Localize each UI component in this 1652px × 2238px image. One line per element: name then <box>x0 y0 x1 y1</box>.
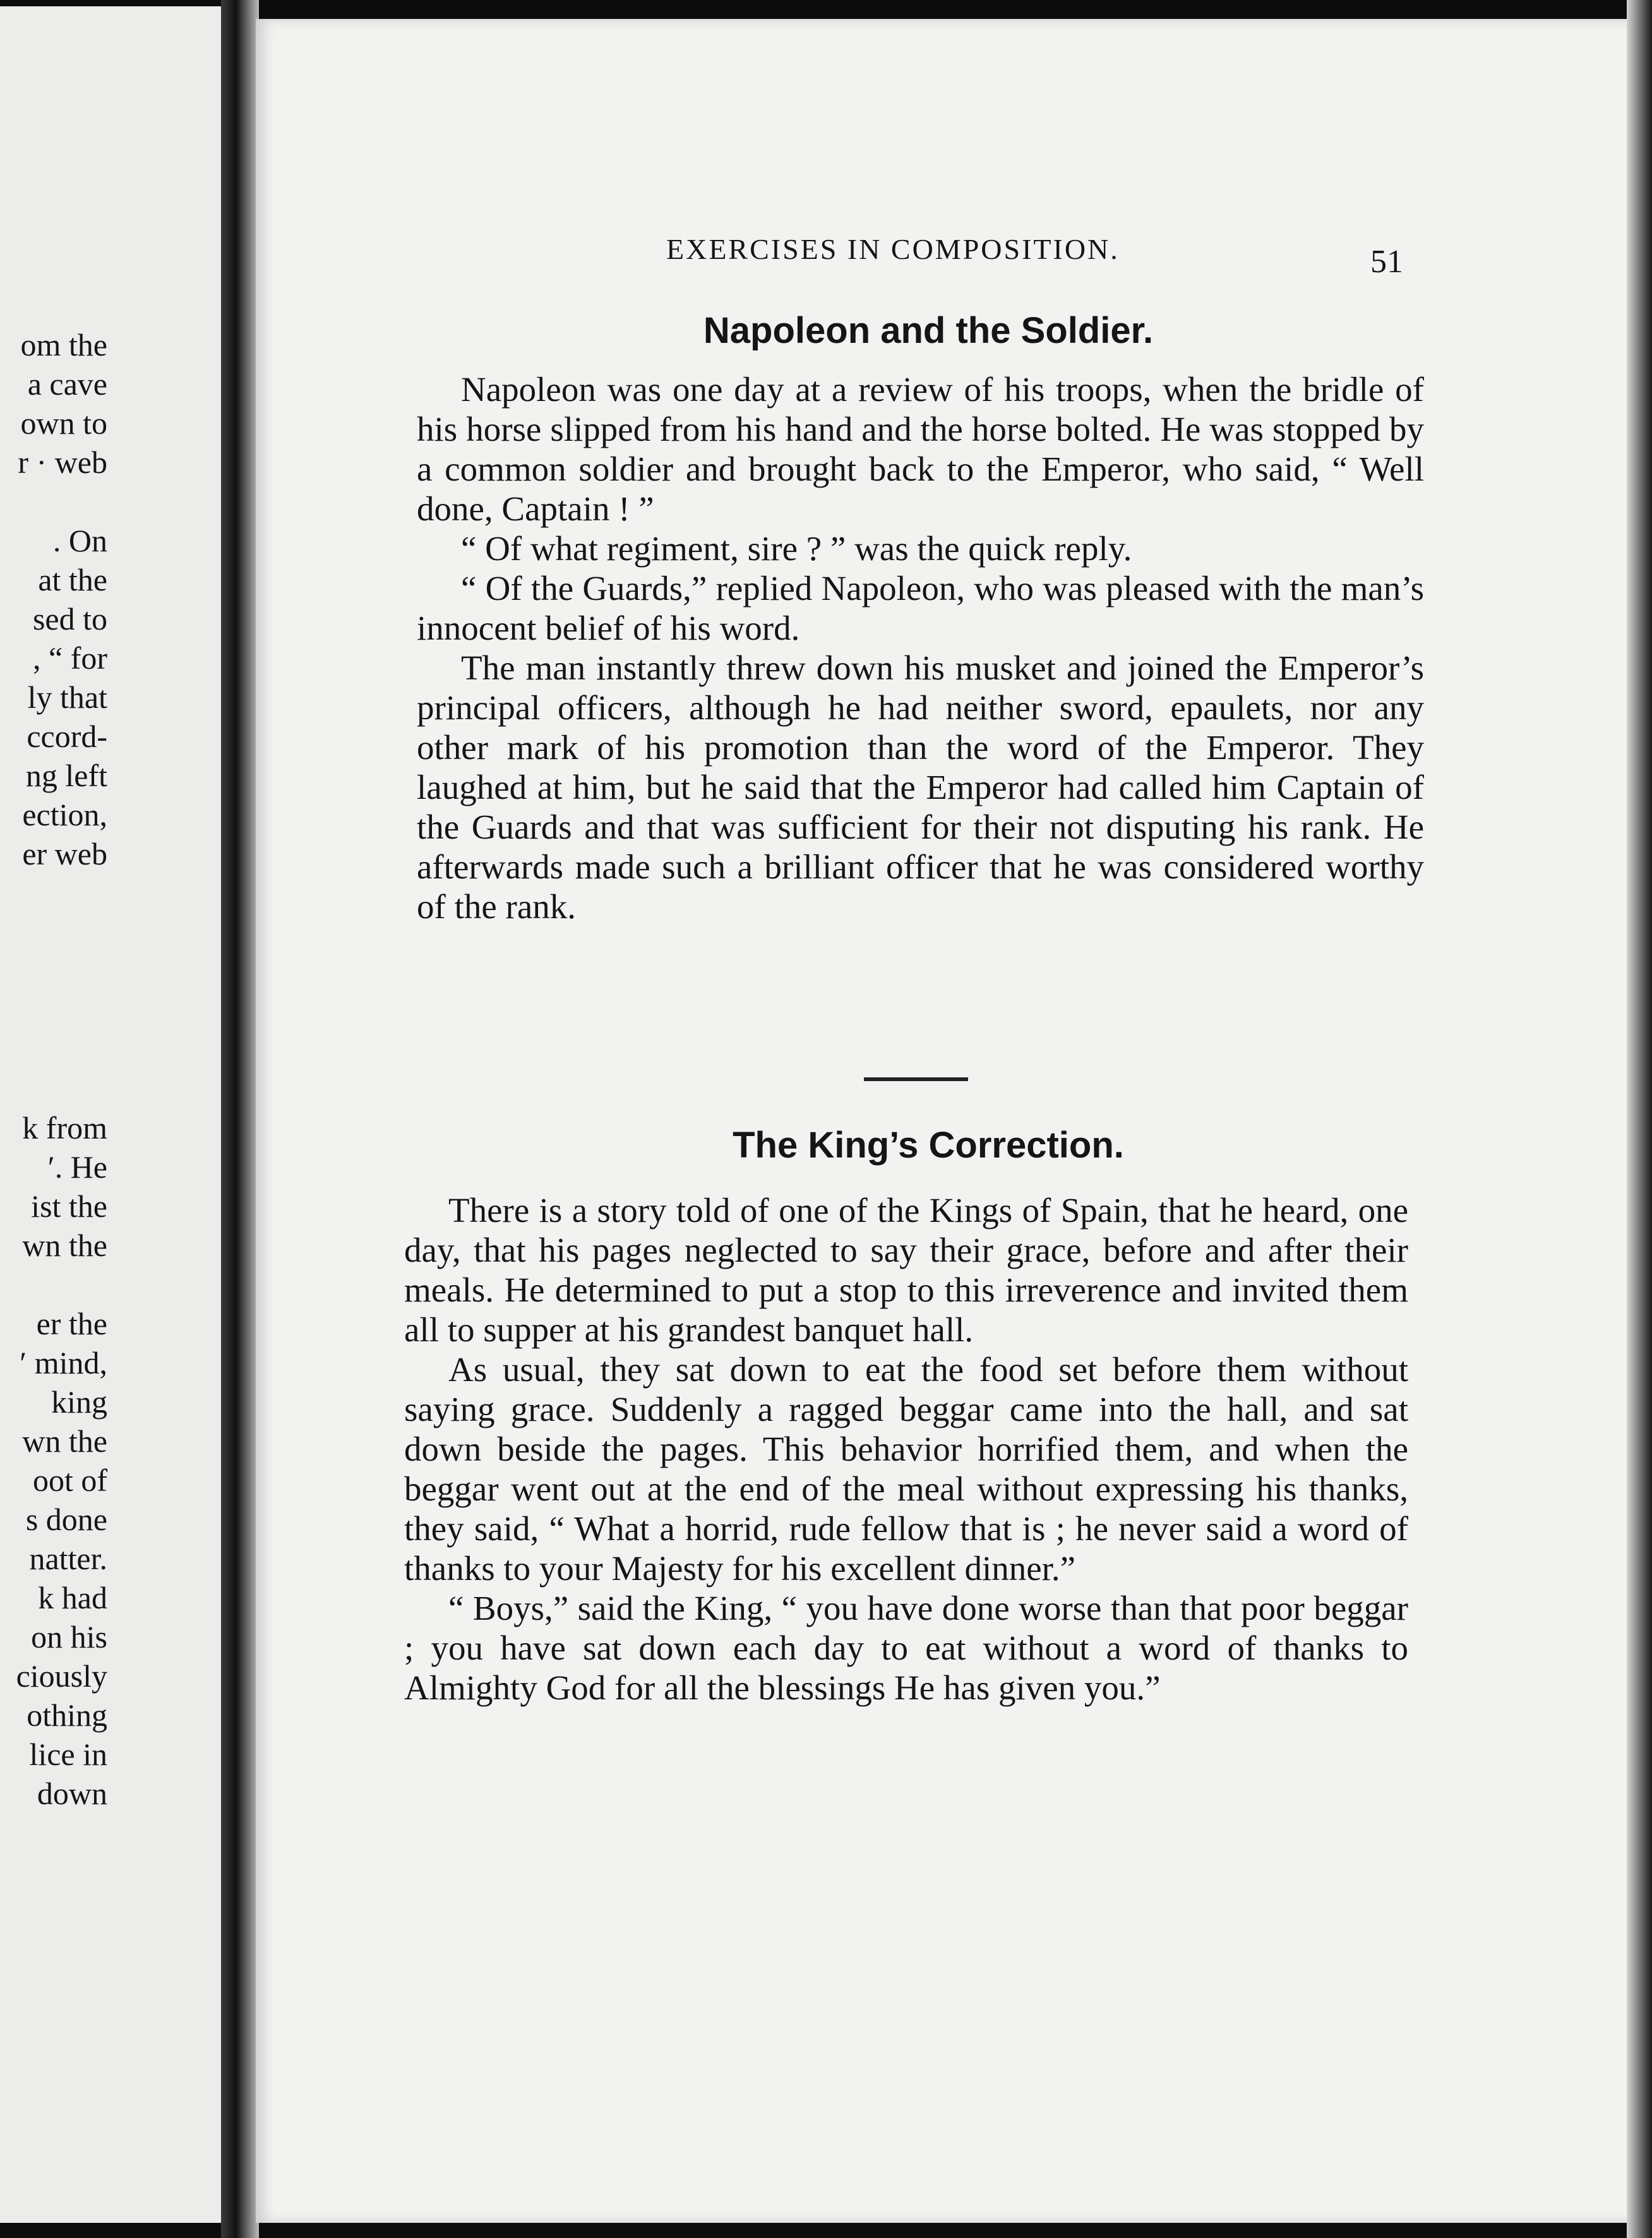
facing-page-line: ciously <box>16 1658 107 1694</box>
paragraph: Napoleon was one day at a review of his troops, when the bridle of his horse slipped from his hand and the horse bolted. He was stopped by a common soldier and brought back to the Emperor, who said, “ Well done, Captain ! ” <box>417 370 1424 528</box>
story-napoleon <box>417 369 1424 926</box>
story-title-napoleon: Napoleon and the Soldier. <box>703 310 1154 351</box>
facing-page-line: ′. He <box>47 1149 107 1185</box>
paragraph: “ Of the Guards,” replied Napoleon, who was pleased with the man’s innocent belief of his word. <box>417 569 1424 647</box>
facing-page-line <box>16 952 107 991</box>
facing-page-line: ′ mind, <box>20 1345 107 1380</box>
facing-page-line: er web <box>22 836 107 871</box>
facing-page-line: king <box>51 1384 107 1420</box>
story-king <box>404 1190 1408 1708</box>
story-title-king: The King’s Correction. <box>733 1125 1124 1166</box>
facing-page-line: k had <box>38 1580 107 1615</box>
paragraph: There is a story told of one of the Kings of Spain, that he heard, one day, that his pages neglected to say their grace, before and after their meals. He determined to put a stop to this irreverence and invited them all to supper at his grandest banquet hall. <box>404 1191 1408 1349</box>
facing-page-line: ection, <box>22 797 107 832</box>
facing-page-line: own to <box>20 405 107 441</box>
section-divider <box>864 1077 968 1081</box>
facing-page-text <box>16 325 107 1813</box>
paragraph: “ Boys,” said the King, “ you have done worse than that poor beggar ; you have sat down each day to eat without a word of thanks to Almighty God for all the blessings He has given you.” <box>404 1589 1408 1707</box>
facing-page-line: ly that <box>27 679 107 715</box>
running-title: EXERCISES IN COMPOSITION. <box>666 233 1120 265</box>
facing-page-line: , “ for <box>33 640 107 676</box>
paragraph: “ Of what regiment, sire ? ” was the quick reply. <box>461 529 1132 568</box>
facing-page-line <box>16 991 107 1030</box>
facing-page-line: on his <box>31 1619 107 1655</box>
facing-page-line: natter. <box>29 1541 107 1576</box>
paragraph: The man instantly threw down his musket and joined the Emperor’s principal officers, although he had neither sword, epaulets, nor any other mark of his promotion than the word of the Emperor. They laughed at him, but he said that the Emperor had called him Captain of the Guards and that was sufficient for their not disputing his rank. He afterwards made such a brilliant officer that he was considered worthy of the rank. <box>417 649 1424 926</box>
facing-page-line <box>16 1069 107 1108</box>
facing-page-line: k from <box>22 1110 107 1146</box>
facing-page-line: a cave <box>27 366 107 402</box>
facing-page-line: ccord- <box>27 719 107 754</box>
facing-page-line: ist the <box>31 1188 107 1224</box>
facing-page-line: wn the <box>22 1228 107 1263</box>
facing-page-line: sed to <box>32 601 107 637</box>
facing-page-line <box>16 1030 107 1069</box>
page-number: 51 <box>1370 244 1403 280</box>
facing-page-line <box>16 482 107 521</box>
facing-page-line: othing <box>27 1697 107 1733</box>
facing-page-line: s done <box>25 1502 107 1537</box>
facing-page-line: ng left <box>25 758 107 793</box>
paragraph: As usual, they sat down to eat the food set before them without saying grace. Suddenly a ragged beggar came into the hall, and sat down beside the pages. This behavior horrified them, and when the beggar went out at the end of the meal without expressing his thanks, they said, “ What a horrid, rude fellow that is ; he never said a word of thanks to your Majesty for his excellent dinner.” <box>404 1350 1408 1588</box>
facing-page-line: . On <box>52 523 107 558</box>
facing-page-line <box>16 913 107 952</box>
facing-page-line: wn the <box>22 1423 107 1459</box>
facing-page-line: at the <box>38 562 107 597</box>
facing-page-line: r · web <box>18 445 107 480</box>
facing-page-line: er the <box>36 1306 107 1341</box>
facing-page-line: oot of <box>32 1463 107 1498</box>
facing-page-line <box>16 1265 107 1304</box>
facing-page-line <box>16 873 107 913</box>
facing-page-line: lice in <box>29 1737 107 1772</box>
facing-page-line: down <box>37 1776 107 1811</box>
facing-page-line: om the <box>20 327 107 362</box>
